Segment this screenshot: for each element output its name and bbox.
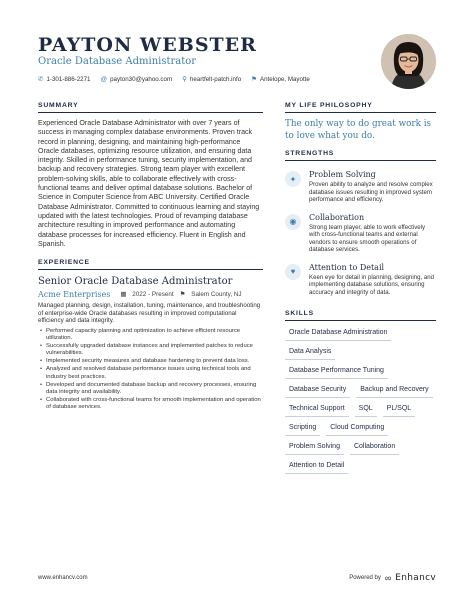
collaboration-icon: ◉ — [285, 214, 301, 230]
enhancv-logo-icon: ∞ — [384, 573, 392, 583]
heart-icon: ♥ — [285, 264, 301, 280]
email-icon: @ — [100, 75, 108, 83]
list-item: • Performed capacity planning and optimization to achieve efficient resource utilization. — [38, 328, 263, 342]
summary-text: Experienced Oracle Database Administrator with over 7 years of success in managing complex database environments. Proven track record in planning, designing, and maintaining high-performance Oracle databases, optimizing resource utilization, and ensuring data integrity. Skilled in performance tuning, security implementation, and backup and recovery strategies. Strong team player with excellent problem-solving skills, able to collaborate effectively with cross-functional teams and deliver optimal database solutions. Bachelor of Science in Computer Science from ABC University. Certified Oracle Database Administrator. Committed to continuous learning and staying updated with the latest technologies. Proud of revamping database architecture resulting in improved performance and automating database processes for increased efficiency. Fluent in English and Spanish. — [38, 119, 260, 248]
candidate-role: Oracle Database Administrator — [38, 56, 197, 67]
link-icon: ⚲ — [182, 76, 187, 83]
job-description: Managed planning, design, installation, tuning, maintenance, and troubleshooting of enterprise-wide Oracle databases resulting in improved computational efficiency and data integrity. — [38, 302, 261, 325]
strength-title: Problem Solving — [309, 170, 376, 179]
experience-heading: EXPERIENCE — [38, 259, 263, 270]
contact-link[interactable] — [182, 75, 241, 83]
list-item: • Developed and documented database backup and recovery processes, ensuring data integrity and availability. — [38, 382, 263, 396]
contact-bar — [38, 75, 310, 83]
skill-tag: Cloud Computing — [326, 421, 388, 436]
contact-location-text: Antelope, Mayotte — [259, 75, 310, 83]
skill-tag: PL/SQL — [383, 402, 416, 417]
calendar-icon: ▦ — [120, 291, 127, 299]
philosophy-heading: MY LIFE PHILOSOPHY — [285, 102, 436, 113]
magic-wand-icon: ✦ — [285, 171, 301, 187]
job-location: Salem County, NJ — [191, 291, 242, 299]
contact-phone-text: 1-301-886-2271 — [46, 75, 91, 83]
job-meta — [38, 290, 263, 299]
job-bullets — [38, 328, 263, 411]
company-name: Acme Enterprises — [38, 290, 111, 300]
strength-description: Strong team player, able to work effectively with cross-functional teams and external vendors to ensure smooth operations of database services. — [309, 223, 426, 253]
location-icon: ⚑ — [179, 291, 186, 299]
contact-email-text: payton30@yahoo.com — [110, 75, 173, 83]
strengths-section — [285, 150, 436, 296]
job-title: Senior Oracle Database Administrator — [38, 276, 233, 288]
strength-item — [285, 263, 436, 297]
location-icon: ⚑ — [251, 76, 257, 83]
skill-tag: Database Performance Tuning — [285, 364, 388, 379]
strength-title: Collaboration — [309, 212, 365, 222]
strength-description: Proven ability to analyze and resolve complex database issues resulting in improved system performance and efficiency. — [309, 181, 433, 203]
contact-location — [251, 75, 310, 83]
brand-name: Enhancv — [395, 573, 436, 583]
phone-icon: ✆ — [38, 76, 44, 83]
strength-title: Attention to Detail — [309, 262, 385, 272]
contact-link-text: heartfelt-patch.info — [189, 75, 242, 83]
strength-item — [285, 213, 436, 254]
contact-phone[interactable] — [38, 75, 91, 83]
skill-tag: Oracle Database Administration — [285, 326, 391, 341]
right-column — [285, 102, 436, 474]
skill-tag: Database Security — [285, 383, 350, 398]
summary-heading: SUMMARY — [38, 102, 263, 113]
list-item: • Successfully upgraded database instances and implemented patches to reduce vulnerabilities. — [38, 343, 263, 357]
skill-tag: Data Analysis — [285, 345, 335, 360]
footer-brand[interactable] — [349, 573, 436, 583]
skills-heading: SKILLS — [285, 310, 436, 321]
skills-list — [285, 326, 436, 474]
philosophy-quote: The only way to do great work is to love what you do. — [285, 119, 432, 141]
footer-website-link[interactable]: www.enhancv.com — [38, 575, 88, 581]
experience-section — [38, 259, 263, 411]
skill-tag: Backup and Recovery — [356, 383, 432, 398]
footer — [38, 573, 436, 583]
skill-tag: Scripting — [285, 421, 320, 436]
skill-tag: Problem Solving — [285, 440, 344, 455]
candidate-name: PAYTON WEBSTER — [38, 34, 257, 56]
list-item: • Collaborated with cross-functional teams for smooth implementation and operation of database services. — [38, 397, 263, 411]
skill-tag: Collaboration — [350, 440, 399, 455]
philosophy-section — [285, 102, 436, 142]
skill-tag: SQL — [355, 402, 377, 417]
skill-tag: Technical Support — [285, 402, 349, 417]
list-item: • Analyzed and resolved database performance issues using technical tools and industry best practices. — [38, 366, 263, 380]
left-column — [38, 102, 263, 412]
contact-email[interactable] — [101, 75, 173, 83]
job-date: 2022 - Present — [132, 291, 174, 299]
strength-item — [285, 170, 436, 204]
skills-section — [285, 310, 436, 474]
list-item: • Implemented security measures and database hardening to prevent data loss. — [38, 358, 263, 365]
strength-description: Keen eye for detail in planning, designing, and implementing database solutions, ensuring accuracy and integrity of data. — [309, 273, 435, 296]
summary-section — [38, 102, 263, 249]
strengths-heading: STRENGTHS — [285, 150, 436, 161]
powered-by-label: Powered by — [349, 575, 381, 581]
skill-tag: Attention to Detail — [285, 459, 348, 474]
avatar — [381, 34, 436, 89]
